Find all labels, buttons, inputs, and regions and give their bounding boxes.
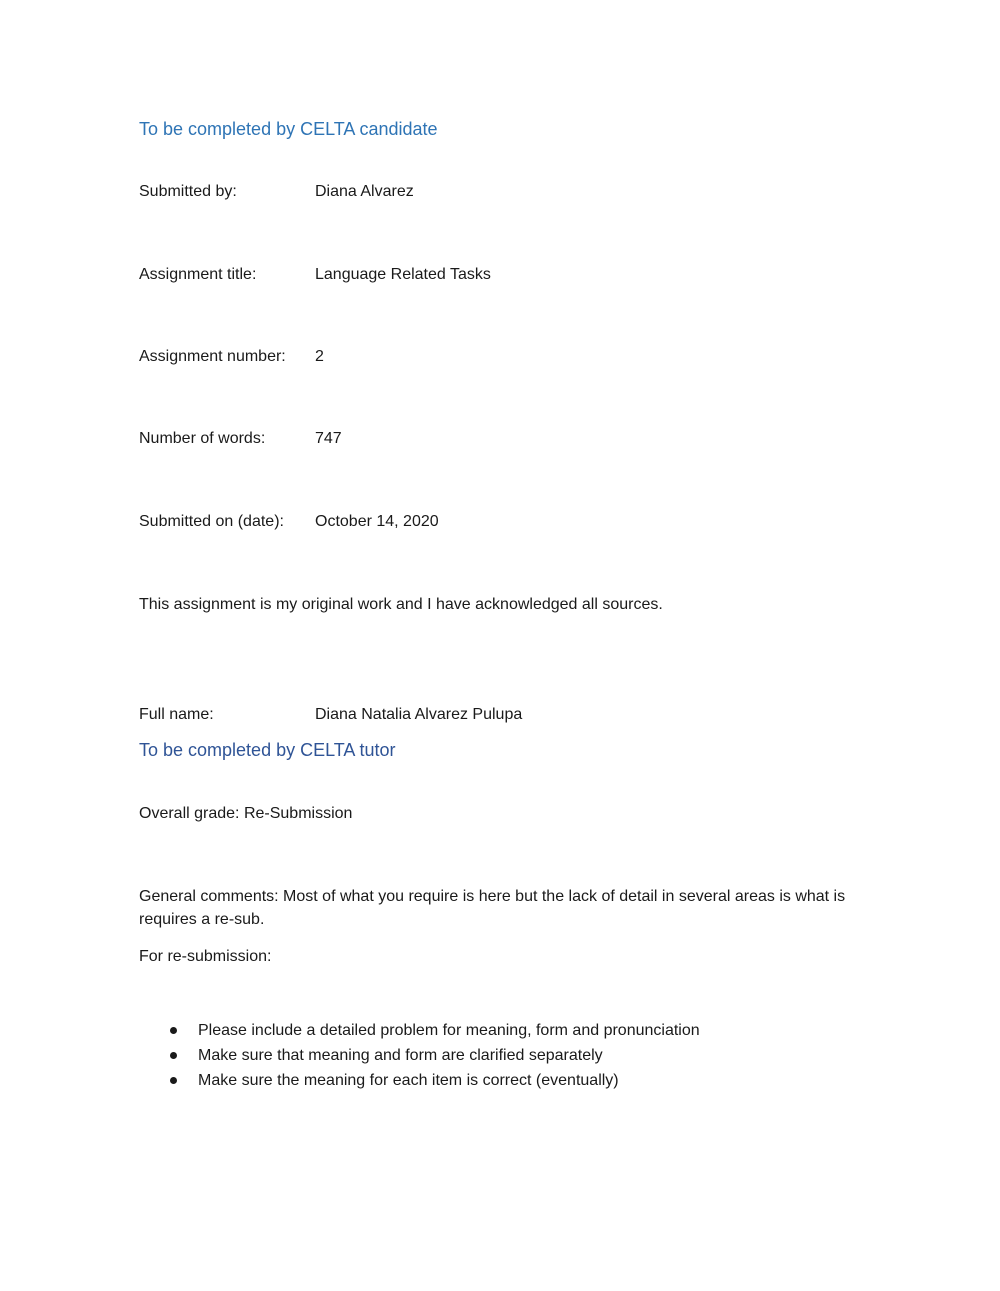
assignment-number-label: Assignment number: — [139, 348, 286, 365]
assignment-title-value: Language Related Tasks — [315, 266, 491, 283]
list-item — [139, 1069, 700, 1094]
originality-declaration: This assignment is my original work and I have acknowledged all sources. — [139, 596, 663, 613]
submitted-on-row — [139, 512, 439, 532]
bullet-icon — [170, 1077, 177, 1084]
submitted-on-value: October 14, 2020 — [315, 513, 439, 530]
submitted-by-label: Submitted by: — [139, 183, 237, 200]
list-item-text: Please include a detailed problem for meaning, form and pronunciation — [198, 1022, 700, 1039]
list-item — [139, 1044, 700, 1069]
submitted-by-value: Diana Alvarez — [315, 183, 414, 200]
tutor-section-heading: To be completed by CELTA tutor — [139, 740, 396, 760]
resubmission-list — [139, 1019, 700, 1094]
assignment-title-label: Assignment title: — [139, 266, 257, 283]
number-of-words-row — [139, 429, 342, 449]
candidate-section-heading: To be completed by CELTA candidate — [139, 119, 438, 139]
bullet-icon — [170, 1027, 177, 1034]
full-name-label: Full name: — [139, 706, 214, 723]
number-of-words-label: Number of words: — [139, 430, 266, 447]
assignment-title-row — [139, 265, 491, 285]
resubmission-label: For re-submission: — [139, 948, 272, 965]
bullet-icon — [170, 1052, 177, 1059]
overall-grade: Overall grade: Re-Submission — [139, 805, 353, 822]
number-of-words-value: 747 — [315, 430, 342, 447]
list-item-text: Make sure that meaning and form are clarified separately — [198, 1047, 603, 1064]
full-name-value: Diana Natalia Alvarez Pulupa — [315, 706, 523, 723]
assignment-number-row — [139, 347, 324, 367]
list-item — [139, 1019, 700, 1044]
list-item-text: Make sure the meaning for each item is correct (eventually) — [198, 1072, 619, 1089]
general-comments: General comments: Most of what you require is here but the lack of detail in several areas is what is requires a re-sub. — [139, 888, 846, 928]
submitted-by-row — [139, 182, 414, 202]
submitted-on-label: Submitted on (date): — [139, 513, 284, 530]
assignment-number-value: 2 — [315, 348, 324, 365]
full-name-row — [139, 705, 522, 725]
